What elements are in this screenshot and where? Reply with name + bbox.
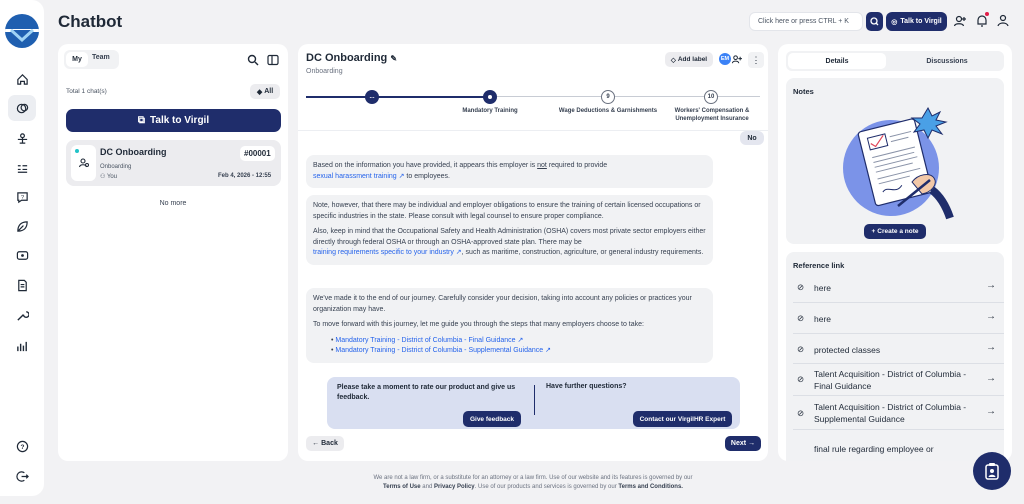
progress-line-remaining: [490, 96, 760, 97]
chat-list-item[interactable]: [66, 140, 281, 186]
reference-link-item[interactable]: final rule regarding employee or: [814, 444, 934, 454]
external-link-icon: ↗: [543, 347, 551, 354]
bell-icon[interactable]: [975, 14, 989, 28]
details-tabs: [786, 51, 1004, 71]
bot-message: We've made it to the end of our journey. Carefully consider your decision, taking into account any policies or practices your organization may have. To move forward with this journey, let me guide you through the steps that many employers choose to take: • Mandatory Training - District of Columbia - Final Guidance ↗ • Mandatory Training - District of Columbia - Supplemental Guidance ↗: [306, 288, 713, 363]
terms-and-conditions-link[interactable]: Terms and Conditions.: [618, 484, 683, 490]
feedback-card: [327, 377, 740, 429]
no-more-label: No more: [159, 200, 187, 207]
conversation-title: DC Onboarding ✎: [306, 52, 398, 64]
more-options-icon[interactable]: ⋮: [748, 52, 764, 68]
svg-text:?: ?: [20, 443, 24, 451]
feedback-prompt: Please take a moment to rate our product and give us feedback.: [337, 384, 516, 401]
svg-text:?: ?: [20, 194, 24, 201]
guidance-link[interactable]: Mandatory Training - District of Columbia - Final Guidance: [335, 336, 516, 344]
arrow-right-icon: →: [986, 406, 996, 417]
link-icon: ⊘: [797, 313, 805, 323]
talk-to-virgil-button[interactable]: ⧉ Talk to Virgil: [66, 109, 281, 132]
filter-all-button[interactable]: ◆ All: [250, 84, 280, 99]
virgil-logo[interactable]: [5, 14, 39, 48]
user-settings-icon[interactable]: [996, 14, 1010, 28]
unread-dot: [75, 149, 79, 153]
arrow-right-icon: →: [986, 342, 996, 353]
add-label-button[interactable]: ◇ Add label: [665, 52, 713, 67]
chat-icon[interactable]: [8, 95, 36, 121]
headset-icon: ◎: [891, 18, 898, 26]
reference-link-item[interactable]: ⊘ protected classes →: [793, 334, 1004, 364]
chat-owner: ⚇ You: [100, 174, 118, 180]
contact-expert-button[interactable]: Contact our VirgilHR Expert: [633, 411, 732, 427]
document-icon[interactable]: [8, 272, 36, 298]
reference-link-item[interactable]: ⊘ Talent Acquisition - District of Columbia - Supplemental Guidance →: [793, 396, 1004, 430]
external-link-icon: ↗: [453, 249, 462, 256]
arrow-right-icon: →: [986, 280, 996, 291]
add-participant-icon[interactable]: [731, 54, 742, 65]
external-link-icon: ↗: [396, 172, 405, 180]
avatar[interactable]: EM: [719, 53, 731, 65]
notification-badge: [985, 12, 989, 16]
link-icon: ⊘: [797, 344, 805, 354]
assistant-fab-button[interactable]: [973, 452, 1011, 490]
details-panel: [778, 44, 1012, 461]
arrow-right-icon: →: [748, 440, 756, 447]
divider: [534, 385, 535, 415]
guidance-link[interactable]: Mandatory Training - District of Columbia - Supplemental Guidance: [335, 347, 544, 354]
step-marker-9[interactable]: 9: [601, 90, 615, 104]
chat-scope-toggle: [64, 50, 119, 69]
sexual-harassment-training-link[interactable]: sexual harassment training: [313, 172, 397, 180]
tab-team[interactable]: Team: [92, 54, 110, 61]
step-marker-10[interactable]: 10: [704, 90, 718, 104]
talk-to-virgil-header-button[interactable]: ◎ Talk to Virgil: [886, 12, 947, 31]
notes-illustration-icon: [836, 102, 956, 220]
industry-training-link[interactable]: training requirements specific to your industry: [313, 249, 454, 256]
leaf-icon[interactable]: [8, 213, 36, 239]
link-icon: ⊘: [797, 282, 805, 292]
card-icon[interactable]: [8, 242, 36, 268]
link-icon: ⊘: [797, 408, 805, 418]
chat-date: Feb 4, 2026 - 12:55: [218, 173, 272, 179]
logout-icon[interactable]: [8, 463, 36, 489]
chat-name: DC Onboarding: [100, 147, 167, 157]
users-icon: [78, 157, 90, 169]
journey-progress: [298, 88, 768, 130]
step-marker-current[interactable]: [483, 90, 497, 104]
step-marker-previous[interactable]: ...: [365, 90, 379, 104]
step-label-9: Wage Deductions & Garnishments: [558, 108, 658, 114]
create-note-button[interactable]: + Create a note: [864, 224, 926, 239]
tag-icon: ◆: [256, 88, 263, 96]
reference-links-card: [786, 252, 1004, 461]
arrow-right-icon: →: [986, 373, 996, 384]
message-area[interactable]: [298, 130, 768, 430]
questions-prompt: Have further questions?: [546, 383, 627, 390]
next-button[interactable]: Next →: [725, 436, 761, 451]
legal-footer: We are not a law firm, or a substitute for an attorney or a law firm. Use of our website and its features is governed by our Terms of Use and Privacy Policy. Use of our products and services is governed by our Terms and Conditions.: [373, 475, 693, 490]
arrow-left-icon: ←: [312, 440, 320, 447]
help-icon[interactable]: [8, 433, 36, 459]
progress-line-completed: [306, 96, 490, 98]
plus-icon: +: [871, 228, 876, 235]
reference-link-item[interactable]: ⊘ Talent Acquisition - District of Columbia - Final Guidance →: [793, 364, 1004, 396]
conversation-subtitle: Onboarding: [306, 68, 343, 75]
edit-icon[interactable]: ✎: [390, 54, 398, 63]
bot-message: Note, however, that there may be individual and employer obligations to ensure the training of certain licensed occupations or specific industries in the state. Please consult with legal counsel to ensure proper compliance. Also, keep in mind that the Occupational Safety and Health Administration (OSHA) covers most private sector employers either directly through federal OSHA or through an OSHA-approved state plan. There may be training requirements specific to your industry ↗, such as maritime, construction, agriculture, or general industry requirements.: [306, 195, 713, 265]
question-icon[interactable]: [8, 184, 36, 210]
user-reply-bubble: No: [740, 131, 764, 145]
wrench-icon[interactable]: [8, 302, 36, 328]
chat-count: Total 1 chat(s): [66, 88, 107, 95]
bot-message: Based on the information you have provided, it appears this employer is not required to provide sexual harassment training ↗ to employees.: [306, 155, 713, 188]
back-button[interactable]: ← Back: [306, 436, 344, 451]
step-label-current: Mandatory Training: [462, 108, 518, 114]
search-input[interactable]: Click here or press CTRL + K: [749, 12, 863, 31]
chat-list-panel: [58, 44, 288, 461]
chat-id-badge: #00001: [240, 146, 275, 161]
arrow-right-icon: →: [986, 311, 996, 322]
terms-of-use-link[interactable]: Terms of Use: [383, 484, 421, 490]
privacy-policy-link[interactable]: Privacy Policy: [433, 484, 475, 490]
link-icon: ⊘: [797, 374, 805, 384]
search-icon[interactable]: [247, 54, 259, 66]
tag-icon: ◇: [670, 56, 676, 64]
notes-title: Notes: [793, 87, 814, 96]
notes-card: [786, 78, 1004, 244]
chat-avatar: [71, 145, 96, 181]
external-link-icon: ↗: [515, 336, 524, 344]
list-check-icon[interactable]: [8, 155, 36, 181]
chat-subtitle: Onboarding: [100, 164, 132, 170]
group-icon: ⚇: [100, 174, 107, 180]
search-button[interactable]: [866, 12, 883, 31]
conversation-panel: [298, 44, 768, 461]
step-label-10: Workers' Compensation & Unemployment Insurance: [674, 108, 750, 122]
bar-chart-icon[interactable]: [8, 333, 36, 359]
search-icon: [866, 12, 883, 31]
left-rail: [0, 0, 44, 496]
tab-my[interactable]: My: [66, 52, 88, 67]
add-user-icon[interactable]: [953, 14, 967, 28]
page-title: Chatbot: [58, 12, 123, 31]
give-feedback-button[interactable]: Give feedback: [463, 411, 521, 427]
reference-link-item[interactable]: ⊘ here →: [793, 272, 1004, 303]
clipboard-user-icon: [984, 462, 1000, 480]
tab-details[interactable]: Details: [788, 53, 886, 69]
sidebar-toggle-icon[interactable]: [267, 54, 279, 66]
new-chat-icon: ⧉: [137, 115, 146, 126]
scale-icon[interactable]: [8, 125, 36, 151]
tab-discussions[interactable]: Discussions: [926, 57, 968, 65]
reference-link-item[interactable]: ⊘ here →: [793, 303, 1004, 334]
home-icon[interactable]: [8, 66, 36, 92]
reference-title: Reference link: [793, 261, 845, 270]
